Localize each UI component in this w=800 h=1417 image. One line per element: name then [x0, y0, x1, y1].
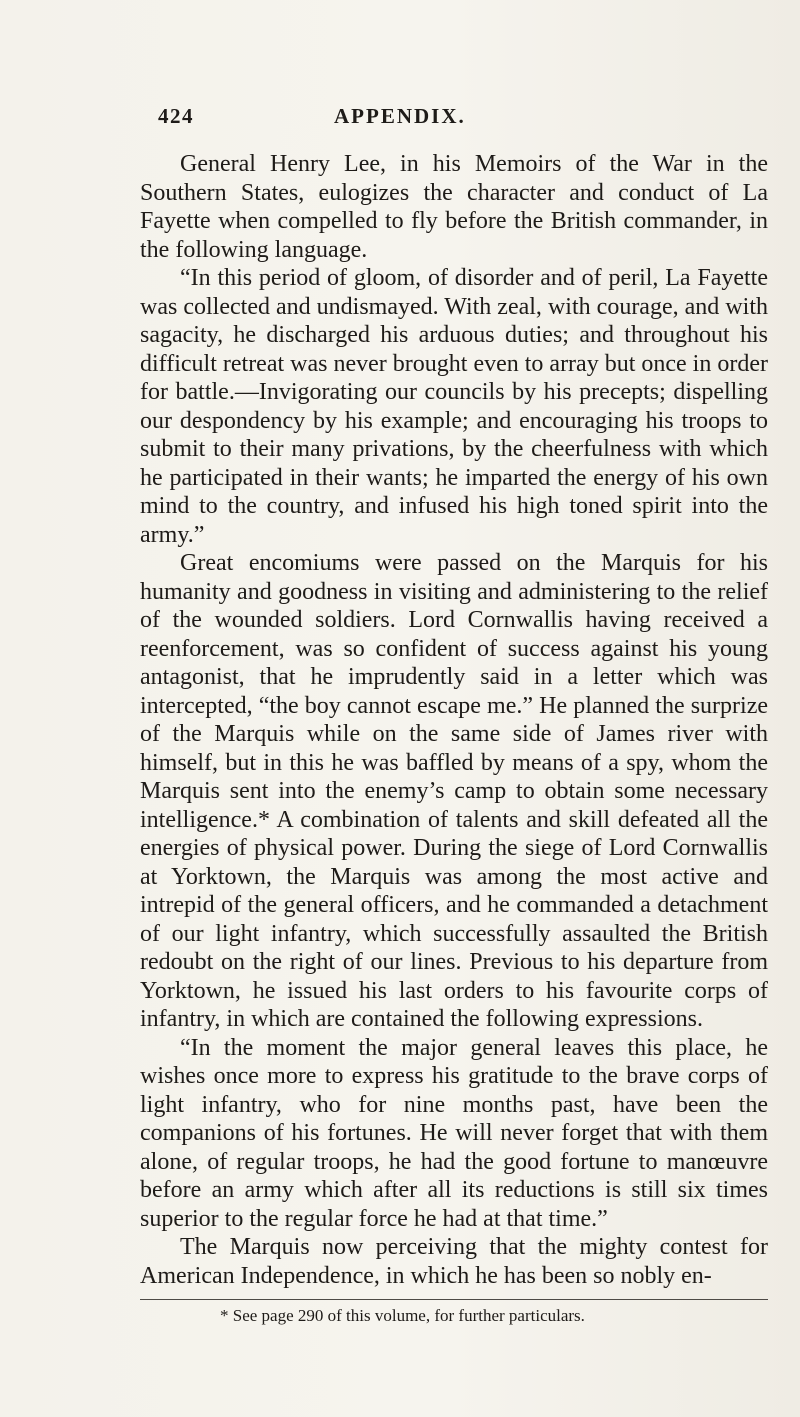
- quotation-orders: “In the moment the major general leaves this place, he wishes once more to express his gratitude to the brave corps of light infantry, who for nine months past, have been the companions of his fortunes. He will never forget that with them alone, of regular troops, he had the good fortune to manœuvre before an army which after all its reductions is still six times superior to the regular force he had at that time.”: [140, 1034, 768, 1232]
- paragraph-lee-memoirs: General Henry Lee, in his Memoirs of the War in the Southern States, eulogizes the character and conduct of La Fayette when compelled to fly before the British commander, in the following language.: [140, 151, 768, 263]
- quotation-lee: “In this period of gloom, of disorder and of peril, La Fayette was collected and undismayed. With zeal, with courage, and with sagacity, he discharged his arduous duties; and throughout his difficult retreat was never brought even to array but once in order for battle.—Invigorating our councils by his precepts; dispelling our despondency by his example; and encouraging his troops to submit to their many privations, by the cheerfulness with which he participated in their wants; he imparted the energy of his own mind to the country, and infused his high toned spirit into the army.”: [140, 265, 768, 548]
- page-number: 424: [158, 104, 194, 128]
- footnote-divider: [140, 1299, 768, 1300]
- paragraph-contest: The Marquis now perceiving that the mighty contest for American Independence, in which he has been so nobly en-: [140, 1234, 768, 1289]
- running-head: [140, 104, 772, 134]
- paragraph-yorktown: Great encomiums were passed on the Marquis for his humanity and goodness in visiting and administering to the relief of the wounded soldiers. Lord Cornwallis having received a reenforcement, was so confident of success against his young antagonist, that he imprudently said in a letter which was intercepted, “the boy cannot escape me.” He planned the surprize of the Marquis while on the same side of James river with himself, but in this he was baffled by means of a spy, whom the Marquis sent into the enemy’s camp to obtain some necessary intelligence.* A combination of talents and skill defeated all the energies of physical power. During the siege of Lord Cornwallis at Yorktown, the Marquis was among the most active and intrepid of the general officers, and he commanded a detachment of our light infantry, which successfully assaulted the British redoubt on the right of our lines. Previous to his departure from Yorktown, he issued his last orders to his favourite corps of infantry, in which are contained the following expressions.: [140, 550, 768, 1032]
- footnote: * See page 290 of this volume, for further particulars.: [220, 1306, 585, 1325]
- running-head-title: APPENDIX.: [334, 104, 466, 128]
- page-body-text: [140, 150, 768, 1290]
